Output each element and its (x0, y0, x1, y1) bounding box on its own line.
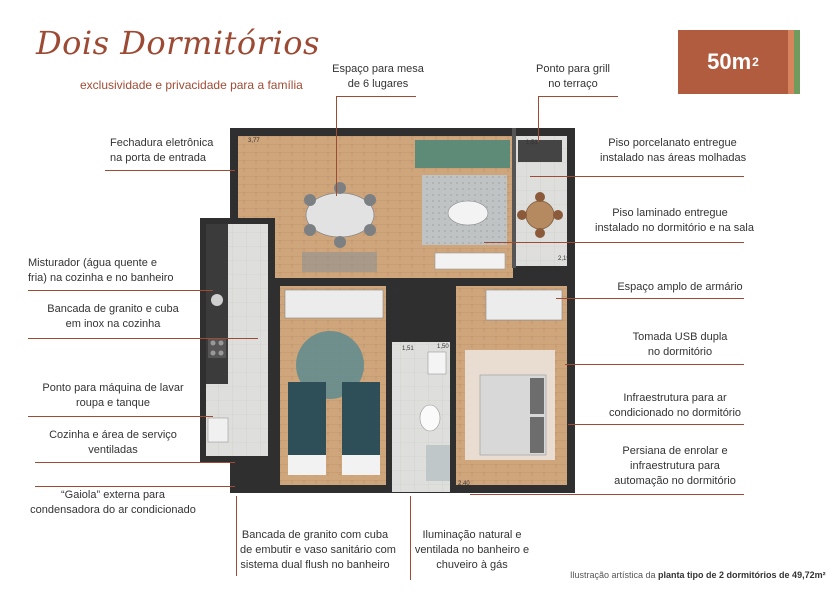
callout-infra-ar: Infraestrutura para ar condicionado no dormitório (608, 392, 742, 419)
dim-label: 1,65 (388, 288, 400, 294)
callout-line (336, 96, 416, 97)
callout-line (105, 170, 235, 171)
area-badge (678, 30, 788, 94)
callout-cozinha: Cozinha e área de serviço ventiladas (49, 429, 177, 456)
callout-armario: Espaço amplo de armário (617, 281, 743, 293)
callout-piso-laminado: Piso laminado entregue instalado no dormitório e na sala (595, 207, 754, 234)
callout-line (568, 424, 744, 425)
callout-line (35, 486, 235, 487)
callout-fechadura: Fechadura eletrônica na porta de entrada (110, 137, 214, 164)
callout-line (565, 364, 744, 365)
dim-label: 2,19 (558, 256, 570, 262)
callout-mesa: Espaço para mesa de 6 lugares (332, 63, 424, 90)
dim-label: 1,51 (526, 140, 538, 146)
callout-bancada-cozinha: Bancada de granito e cuba em inox na cozinha (47, 303, 179, 330)
kitchen-sink (211, 294, 223, 306)
terrace-table (526, 201, 554, 229)
callout-line (410, 496, 411, 580)
callout-line (538, 96, 618, 97)
page-title: Dois Dormitórios (36, 24, 320, 62)
bed-1b (342, 382, 380, 462)
toilet (420, 405, 440, 431)
callout-line (538, 96, 539, 142)
callout-line (28, 338, 258, 339)
callout-line (336, 96, 337, 196)
callout-gaiola: “Gaiola” externa para condensadora do ar condicionado (30, 489, 196, 516)
callout-line (470, 494, 744, 495)
badge-green-strip (794, 30, 800, 94)
sofa (415, 140, 510, 168)
dining-table (306, 193, 374, 237)
area-unit-sup: 2 (752, 55, 759, 69)
footer-caption: Ilustração artística da planta tipo de 2 dormitórios de 49,72m² (570, 570, 826, 580)
tv-console (435, 253, 505, 269)
bedroom-2-wardrobe (486, 290, 562, 320)
bathroom-sink (428, 352, 446, 374)
dim-label: 3,77 (248, 138, 260, 144)
dim-label: 2,40 (458, 481, 470, 487)
bed-1a (288, 382, 326, 462)
coffee-table (448, 201, 488, 225)
bedroom-1-wardrobe (285, 290, 383, 318)
callout-grill: Ponto para grill no terraço (536, 63, 610, 90)
callout-misturador: Misturador (água quente e fria) na cozinha e no banheiro (28, 257, 174, 284)
callout-iluminacao: Iluminação natural e ventilada no banheiro e chuveiro à gás (414, 529, 530, 571)
washing-machine (208, 418, 228, 442)
callout-line (484, 242, 744, 243)
callout-line (556, 298, 744, 299)
callout-line (530, 176, 744, 177)
callout-line (28, 290, 213, 291)
callout-persiana: Persiana de enrolar e infraestrutura para automação no dormitório (614, 445, 736, 487)
dining-rug (302, 252, 377, 272)
callout-usb: Tomada USB dupla no dormitório (632, 331, 728, 358)
shower (426, 445, 450, 481)
terrace-grill (518, 140, 562, 162)
callout-line (35, 462, 235, 463)
callout-line (236, 496, 237, 576)
cooktop (208, 338, 226, 358)
callout-maquina: Ponto para máquina de lavar roupa e tanque (42, 382, 184, 409)
floor-plan (190, 120, 590, 505)
dim-label: 1,51 (402, 346, 414, 352)
callout-line (28, 416, 213, 417)
page-subtitle: exclusividade e privacidade para a família (80, 78, 303, 92)
dim-label: 1,50 (437, 344, 449, 350)
callout-bancada-banheiro: Bancada de granito com cuba de embutir e vaso sanitário com sistema dual flush no banheiro (240, 529, 396, 571)
area-value: 50m (707, 49, 752, 74)
callout-piso-porcelanato: Piso porcelanato entregue instalado nas áreas molhadas (600, 137, 747, 164)
